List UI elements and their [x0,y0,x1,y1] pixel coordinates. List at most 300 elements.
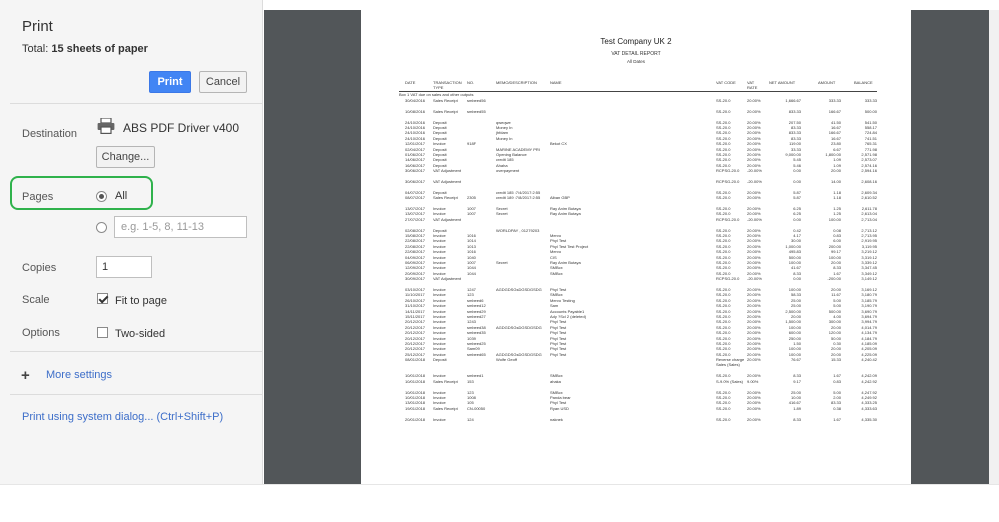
preview-scrollbar[interactable] [989,10,999,484]
cell-net: 6.25 [793,206,801,211]
cell-vat-rate: 20.00% [747,141,761,147]
cell-balance: 2,713.12 [861,227,877,233]
cell-vat-code: SS-20.0 [716,146,731,152]
cell-type: Invoice [433,292,446,298]
cell-vat-code: SS-20.0 [716,162,731,168]
divider [10,103,262,104]
cell-balance: 4,014.79 [861,324,877,330]
cell-date: 24/10/2016 [405,130,426,136]
cell-vat-code: SS-20.0 [716,314,731,319]
cell-no: smbeed56 [467,98,486,103]
fit-to-page-checkbox[interactable] [97,293,108,304]
cell-balance: 3,349.12 [861,270,877,276]
cell-no: smbeed6 [467,297,484,303]
cell-type: Sales Receipt [433,108,458,114]
cell-vat-rate: 20.00% [747,335,761,341]
cell-name: naknek [550,416,563,422]
cell-balance: 2,571.98 [861,152,877,157]
cell-balance: 2,713.95 [861,233,877,238]
cell-date: 19/01/2018 [405,405,426,411]
cell-net: 5.87 [793,195,801,201]
cell-vat-code: SS-20.0 [716,297,731,303]
cell-vat-code: RCPSG-20.0 [716,179,740,184]
cell-net: 100.00 [788,324,801,330]
cell-memo: AGDGDSGsDGSDGSDG [496,351,542,357]
cell-vat-code: SS-20.0 [716,125,731,130]
cell-name: Mervo Testing [550,297,575,303]
plus-icon[interactable]: + [21,367,30,384]
cell-vat-code: Reverse charge Sales (Sales) [716,357,745,368]
printer-name: ABS PDF Driver v400 [123,121,240,135]
cell-balance: 2,613.04 [861,211,877,217]
cell-vat-code: SS-20.0 [716,108,731,114]
cell-type: Sales Receipt [433,98,458,103]
cell-date: 27/07/2017 [405,216,426,222]
cell-net: 20.00 [790,314,801,319]
cell-name: Accounts Payable1 [550,308,585,314]
cell-net: 2,500.00 [785,308,801,314]
cell-amount: 20.00 [830,324,841,330]
cell-type: VAT Adjustment [433,276,462,282]
cell-type: Deposit [433,135,447,141]
cell-type: Invoice [433,265,446,271]
preview-page[interactable] [361,10,911,484]
cell-date: 20/12/2017 [405,319,426,325]
cell-no: smbeed1 [467,373,484,379]
cell-memo: Money In [496,125,513,130]
cell-no: 1014 [467,238,476,244]
cell-vat-rate: 20.00% [747,206,761,211]
cell-net: 100.00 [788,260,801,265]
cell-vat-code: SS-20.0 [716,287,731,292]
total-sheets [22,43,148,55]
cell-net: 30.00 [790,238,801,244]
cell-type: Invoice [433,351,446,357]
cell-net: 0.00 [793,179,801,184]
cell-name: Ady ?Scl 2 (deleted) [550,314,587,319]
cell-date: 20/09/2017 [405,270,426,276]
cell-date: 24/10/2016 [405,125,426,130]
cell-vat-code: SS-20.0 [716,243,731,249]
cell-balance: 3,219.12 [861,249,877,255]
cell-net: 1,000.00 [785,243,801,249]
cell-balance: 741.51 [864,135,877,141]
cell-memo: qweqwe [496,119,511,125]
cell-vat-rate: -20.00% [747,179,762,184]
cell-name: SMBcx [550,292,563,298]
cell-type: Deposit [433,119,447,125]
pages-range-input[interactable] [114,216,247,238]
cell-date: 20/12/2017 [405,335,426,341]
cell-vat-rate: 20.00% [747,303,761,309]
cell-date: 15/08/2017 [405,233,426,238]
cell-date: 22/08/2017 [405,243,426,249]
cell-net: 100.00 [788,351,801,357]
cell-balance: 3,119.95 [861,243,877,249]
pages-label: Pages [22,191,54,203]
cell-no: smbeed65 [467,351,486,357]
cell-vat-rate: 20.00% [747,227,761,233]
divider [10,351,262,352]
cell-memo: WORLDPAY , 01279203 [496,227,540,233]
cell-amount: 16.67 [830,125,841,130]
cell-net: 83.33 [790,125,801,130]
cell-vat-rate: 20.00% [747,389,761,395]
cell-no: smbeed35 [467,330,486,336]
cell-vat-rate: 20.00% [747,287,761,292]
cell-date: 10/01/2018 [405,395,426,400]
cell-date: 16/06/2017 [405,162,426,168]
cell-type: Invoice [433,249,446,255]
cell-vat-code: SS-20.0 [716,189,731,195]
fit-to-page-label: Fit to page [115,295,167,307]
cell-amount: 300.00 [828,319,841,325]
cell-type: Invoice [433,330,446,336]
cell-amount: 0.08 [833,227,841,233]
cell-type: Invoice [433,400,446,406]
cell-date: 26/10/2017 [405,297,426,303]
cell-amount: 20.00 [830,260,841,265]
cell-name: Phyl Test [550,238,567,244]
cell-vat-rate: -20.00% [747,276,762,282]
header-vat-code: VAT CODE [716,80,736,85]
print-button[interactable]: Print [149,71,191,93]
cell-vat-rate: 20.00% [747,416,761,422]
header-net: NET AMOUNT [769,80,796,85]
cell-net: 6.25 [793,211,801,217]
cell-net: 500.00 [788,254,801,260]
cell-net: 8.33 [793,373,801,379]
cell-amount: 41.50 [830,119,841,125]
cell-vat-code: S-9.0% (Sales) [716,378,743,384]
cell-balance: 2,609.34 [861,189,877,195]
cell-name: Ray Anim Butaya [550,206,581,211]
cell-balance: 2,608.16 [861,179,877,184]
cell-balance: 4,205.09 [861,346,877,352]
cell-amount: 5.00 [833,297,841,303]
system-dialog-link[interactable]: Print using system dialog... (Ctrl+Shift+P) [22,411,224,423]
cell-balance: 4,184.79 [861,335,877,341]
destination-label: Destination [22,128,78,140]
cell-net: 41.67 [790,265,801,271]
cell-type: Invoice [433,335,446,341]
cell-date: 12/09/2017 [405,265,426,271]
cell-vat-code: SS-20.0 [716,303,731,309]
cell-name: Ryan USD [550,405,569,411]
cell-vat-code: SS-20.0 [716,141,731,147]
cell-amount: 1,800.00 [825,152,841,157]
cell-name: Mervo [550,249,562,255]
two-sided-checkbox[interactable] [97,327,108,338]
cell-type: Invoice [433,319,446,325]
copies-input[interactable] [96,256,152,278]
cell-balance: 500.00 [864,108,877,114]
cell-date: 02/08/2017 [405,227,426,233]
cell-type: Deposit [433,189,447,195]
cell-type: Invoice [433,389,446,395]
cell-net: 4.17 [793,233,801,238]
cell-amount: 6.67 [833,146,841,152]
cell-amount: 0.83 [833,233,841,238]
cell-net: 100.00 [788,287,801,292]
cell-vat-rate: 20.00% [747,254,761,260]
cell-vat-rate: -20.00% [747,168,762,174]
cell-vat-rate: 9.00% [747,378,759,384]
cell-type: Invoice [433,346,446,352]
cancel-button[interactable]: Cancel [199,71,247,93]
cell-amount: 1.67 [833,373,841,379]
cell-vat-code: SS-20.0 [716,130,731,136]
cell-amount: -200.00 [827,276,841,282]
cell-no: 123 [467,389,474,395]
cell-no: smbeed29 [467,308,486,314]
cell-vat-code: SS-20.0 [716,324,731,330]
cell-net: 1.50 [793,341,801,346]
report-title: VAT DETAIL REPORT [611,51,661,57]
cell-amount: 14.00 [830,179,841,184]
cell-type: Deposit [433,125,447,130]
cell-type: Invoice [433,416,446,422]
cell-name: Phyl Test [550,346,567,352]
cell-name: SMBcx [550,270,563,276]
cell-type: Deposit [433,162,447,168]
cell-name: CIS [550,254,557,260]
cell-memo: Ahaha [496,162,508,168]
cell-net: 25.00 [790,297,801,303]
cell-vat-code: SS-20.0 [716,206,731,211]
cell-no: smbeed12 [467,303,486,309]
cell-vat-rate: 20.00% [747,400,761,406]
cell-balance: 4,242.09 [861,373,877,379]
cell-vat-rate: 20.00% [747,152,761,157]
cell-vat-code: SS-20.0 [716,395,731,400]
cell-date: 10/01/2018 [405,378,426,384]
cell-date: 22/08/2017 [405,238,426,244]
cell-vat-code: SS-20.0 [716,152,731,157]
cell-amount: 1.09 [833,157,841,163]
cell-memo: Money In [496,135,513,141]
cell-no: 1044 [467,265,476,271]
cell-date: 12/01/2017 [405,141,426,147]
cell-net: 8.33 [793,270,801,276]
cell-vat-rate: 20.00% [747,405,761,411]
company-name: Test Company UK 2 [600,37,672,46]
cell-type: Deposit [433,130,447,136]
cell-net: 0.00 [793,168,801,174]
cell-vat-rate: 20.00% [747,238,761,244]
cell-type: Deposit [433,227,447,233]
cell-net: 0.00 [793,216,801,222]
cell-net: 10.00 [790,395,801,400]
cell-amount: 1.67 [833,416,841,422]
more-settings-link[interactable]: More settings [46,369,113,381]
cell-net: 33.33 [790,146,801,152]
cell-date: 30/06/2017 [405,179,426,184]
cell-vat-code: SS-20.0 [716,119,731,125]
cell-balance: 4,225.09 [861,351,877,357]
cell-amount: 0.38 [833,405,841,411]
pages-all-radio[interactable] [96,191,107,202]
cell-no: 1243 [467,319,476,325]
change-destination-button[interactable]: Change... [96,146,155,168]
cell-balance: 4,247.92 [861,389,877,395]
cell-memo: credit 189 :7/8/2017:2:55 [496,195,541,201]
cell-net: 600.00 [788,330,801,336]
cell-vat-rate: 20.00% [747,130,761,136]
cell-vat-code: SS-20.0 [716,233,731,238]
cell-balance: 3,690.79 [861,308,877,314]
divider [10,394,262,395]
cell-vat-rate: 20.00% [747,162,761,168]
cell-vat-rate: 20.00% [747,324,761,330]
cell-net: 5.87 [793,189,801,195]
header-memo: MEMO/DESCRIPTION [496,80,537,85]
cell-vat-rate: 20.00% [747,351,761,357]
cell-name: SMBcx [550,373,563,379]
cell-balance: 4,185.09 [861,341,877,346]
cell-memo: AGDGDSGsDGSDGSDG [496,324,542,330]
cell-name: Phyl Test Test Project [550,243,589,249]
cell-name: Panda bear [550,395,571,400]
cell-type: Invoice [433,233,446,238]
cell-no: smbeed55 [467,108,486,114]
cell-type: Invoice [433,211,446,217]
cell-vat-code: SS-20.0 [716,135,731,141]
cell-balance: 2,919.95 [861,238,877,244]
cell-vat-code: RCPSG-20.0 [716,168,740,174]
cell-memo: Secret [496,260,508,265]
cell-name: SMBcx [550,389,563,395]
cell-amount: 200.00 [828,243,841,249]
cell-no: 105 [467,400,474,406]
cell-balance: 3,149.12 [861,276,877,282]
cell-vat-code: SS-20.0 [716,292,731,298]
cell-memo: Opening Balance [496,152,527,157]
cell-no: 1039 [467,335,476,341]
cell-vat-rate: 20.00% [747,135,761,141]
cell-date: 14/11/2017 [405,308,425,314]
cell-vat-rate: 20.00% [747,108,761,114]
cell-balance: 4,242.92 [861,378,877,384]
cell-memo: jhfdam [496,130,509,136]
cell-balance: 771.98 [864,146,877,152]
cell-type: VAT Adjustment [433,168,462,174]
cell-date: 25/12/2017 [405,351,426,357]
cell-name: Ray Anim Butaya [550,211,581,217]
cell-vat-rate: 20.00% [747,157,761,163]
cell-date: 01/06/2017 [405,152,426,157]
cell-vat-rate: 20.00% [747,195,761,201]
cell-amount: 20.00 [830,168,841,174]
header-balance: BALANCE [854,80,873,85]
cell-no: 1007 [467,260,476,265]
cell-date: 13/07/2017 [405,206,426,211]
cell-vat-code: RCPSG-20.0 [716,276,740,282]
cell-balance: 2,574.16 [861,162,877,168]
cell-amount: 333.33 [828,98,841,103]
cell-memo: Wolfe Geoff [496,357,517,363]
cell-no: 1016 [467,249,476,255]
cell-vat-code: SS-20.0 [716,249,731,255]
cell-amount: 1.18 [833,189,841,195]
cell-vat-code: SS-20.0 [716,265,731,271]
cell-vat-code: SS-20.0 [716,254,731,260]
cell-date: 08/01/2018 [405,357,426,363]
cell-net: 1,666.67 [785,98,801,103]
cell-type: VAT Adjustment [433,216,462,222]
cell-vat-code: SS-20.0 [716,330,731,336]
cell-type: Sales Receipt [433,378,458,384]
cell-balance: 4,335.30 [861,416,877,422]
cell-vat-rate: 20.00% [747,346,761,352]
cell-vat-code: SS-20.0 [716,260,731,265]
cell-type: Invoice [433,254,446,260]
cell-vat-rate: 20.00% [747,189,761,195]
cell-type: Invoice [433,260,446,265]
cell-amount: 20.00 [830,287,841,292]
cell-vat-rate: 20.00% [747,243,761,249]
cell-vat-rate: 20.00% [747,297,761,303]
cell-vat-rate: 20.00% [747,211,761,217]
cell-vat-rate: 20.00% [747,308,761,314]
cell-date: 30/06/2017 [405,168,426,174]
cell-amount: 0.83 [833,378,841,384]
cell-date: 31/10/2017 [405,303,426,309]
cell-vat-code: SS-20.0 [716,270,731,276]
cell-type: Invoice [433,341,446,346]
cell-vat-rate: 20.00% [747,265,761,271]
cell-net: 833.33 [788,130,801,136]
cell-no: 1044 [467,270,476,276]
cell-type: Invoice [433,141,446,147]
cell-amount: 166.67 [828,130,841,136]
cell-name: Mervo [550,233,562,238]
cell-vat-code: SS-20.0 [716,319,731,325]
cell-balance: 4,134.79 [861,330,877,336]
cell-net: 83.33 [790,135,801,141]
cell-name: Phyl Test [550,324,567,330]
cell-no: 1007 [467,211,476,217]
cell-amount: 1.25 [833,211,841,217]
cell-no: 1016 [467,233,476,238]
cell-vat-rate: 20.00% [747,98,761,103]
report-dates: All Dates [626,59,645,64]
cell-amount: 1.18 [833,195,841,201]
pages-custom-radio[interactable] [96,222,107,233]
cell-vat-code: SS-20.0 [716,416,731,422]
cell-vat-rate: 20.00% [747,373,761,379]
cell-amount: 16.67 [830,135,841,141]
cell-type: Invoice [433,324,446,330]
cell-vat-code: SS-20.0 [716,335,731,341]
cell-amount: 100.00 [828,216,841,222]
cell-name: Ray Anim Butaya [550,260,581,265]
header-name: NAME [550,80,562,85]
cell-memo: MARINE ACADEMY PRI [496,146,540,152]
cell-vat-rate: 20.00% [747,341,761,346]
cell-no: 1247 [467,287,476,292]
cell-type: Invoice [433,206,446,211]
two-sided-label: Two-sided [115,328,166,340]
cell-vat-rate: 20.00% [747,395,761,400]
cell-date: 13/01/2018 [405,400,426,406]
cell-vat-code: SS-20.0 [716,351,731,357]
cell-net: 100.00 [788,346,801,352]
cell-net: 76.67 [790,357,801,363]
cell-type: Sales Receipt [433,195,458,201]
cell-no: 2305 [467,195,476,201]
cell-type: Invoice [433,303,446,309]
